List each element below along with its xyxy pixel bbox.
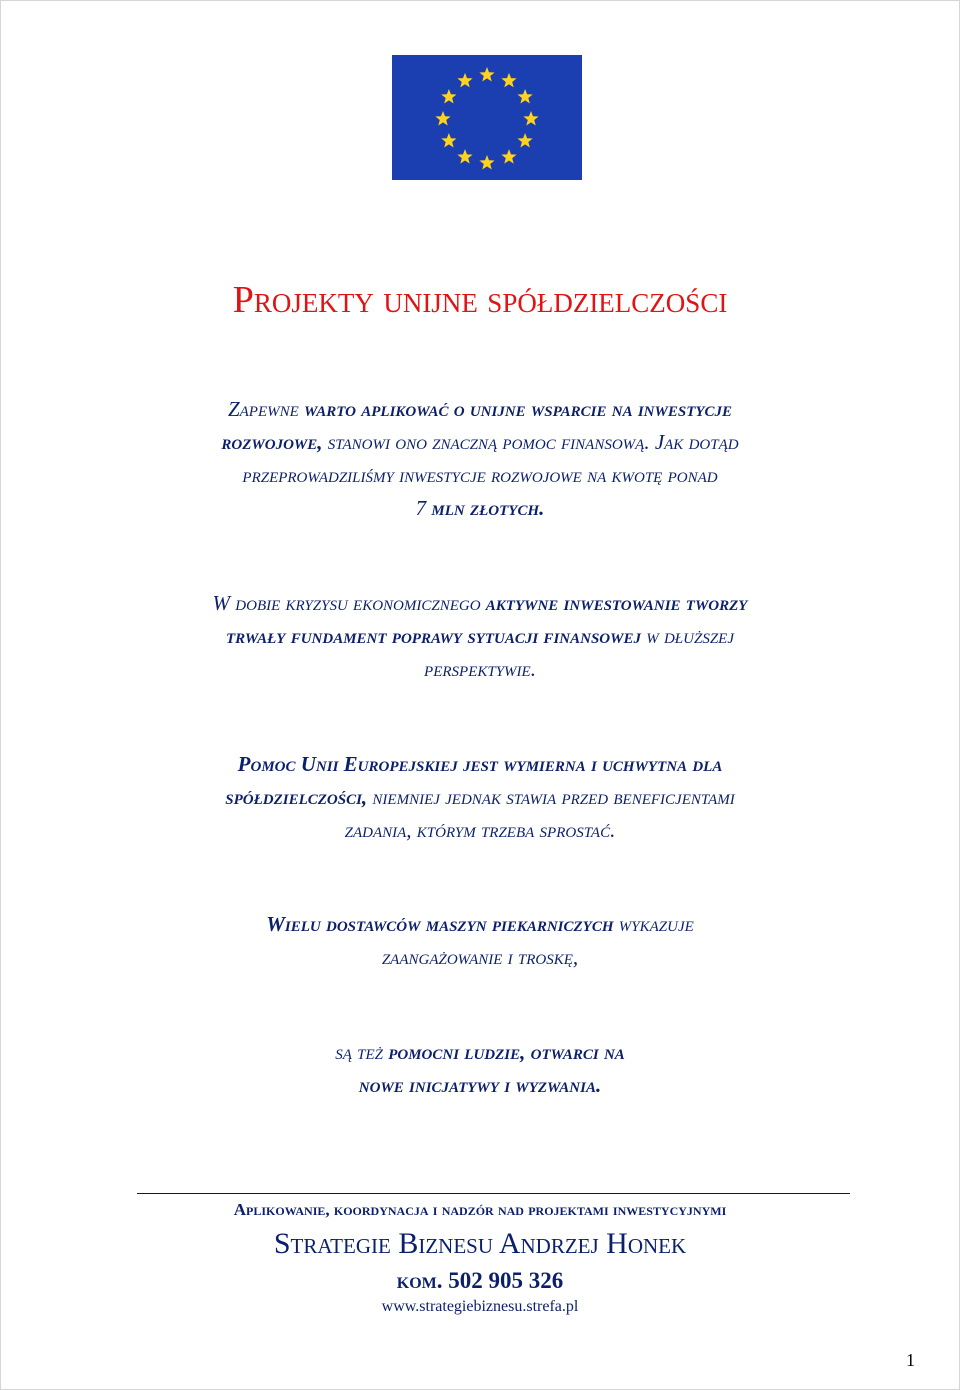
page-number: 1 [906,1350,915,1370]
text-segment: W dobie kryzysu ekonomicznego [212,591,486,615]
text-segment: Wielu dostawców maszyn piekarniczych [266,912,614,936]
text-segment: rozwojowe, [221,430,323,454]
paragraph-people [60,1036,900,1102]
text-segment: zadania, którym trzeba sprostać. [344,818,616,842]
text-segment: niemniej jednak stawia przed beneficjentami [367,785,735,809]
text-segment: aktywne inwestowanie tworzy [485,591,748,615]
paragraph-suppliers [60,908,900,974]
text-segment: stanowi ono znaczną pomoc finansową. [322,430,655,454]
text-segment: Jak dotąd [654,430,739,454]
footer-service-line: Aplikowanie, koordynacja i nadzór nad projektami inwestycyjnymi [233,1200,727,1219]
footer-company-name: Strategie Biznesu Andrzej Honek [273,1227,687,1260]
text-segment: warto aplikować o unijne wsparcie na inwestycje [304,397,733,421]
text-segment: Zapewne [227,397,305,421]
text-segment: przeprowadziliśmy inwestycje rozwojowe na kwotę ponad [242,463,718,487]
text-segment: trwały fundament poprawy sytuacji finansowej [226,624,641,648]
text-segment: Pomoc Unii Europejskiej jest wymierna i uchwytna dla [237,752,723,776]
text-segment: spółdzielczości, [225,785,368,809]
text-segment: są też [335,1040,389,1064]
text-segment: w dłuższej [640,624,734,648]
paragraph-crisis [60,587,900,686]
text-segment: zaangażowanie i troskę, [381,945,579,969]
footer-phone: kom. 502 905 326 [396,1268,564,1293]
text-segment: nowe inicjatywy i wyzwania. [358,1073,602,1097]
text-segment: mln złotych. [431,496,545,520]
text-segment: pomocni ludzie, otwarci na [388,1040,625,1064]
paragraph-funding [60,393,900,525]
text-segment: 7 [415,496,432,520]
footer-website-link[interactable]: www.strategiebiznesu.strefa.pl [381,1298,579,1315]
footer-divider [137,1193,850,1194]
text-segment: perspektywie. [424,657,536,681]
paragraph-eu-help [60,748,900,847]
eu-flag-icon [392,55,582,180]
page-title: Projekty unijne spółdzielczości [232,279,728,321]
text-segment: wykazuje [613,912,694,936]
